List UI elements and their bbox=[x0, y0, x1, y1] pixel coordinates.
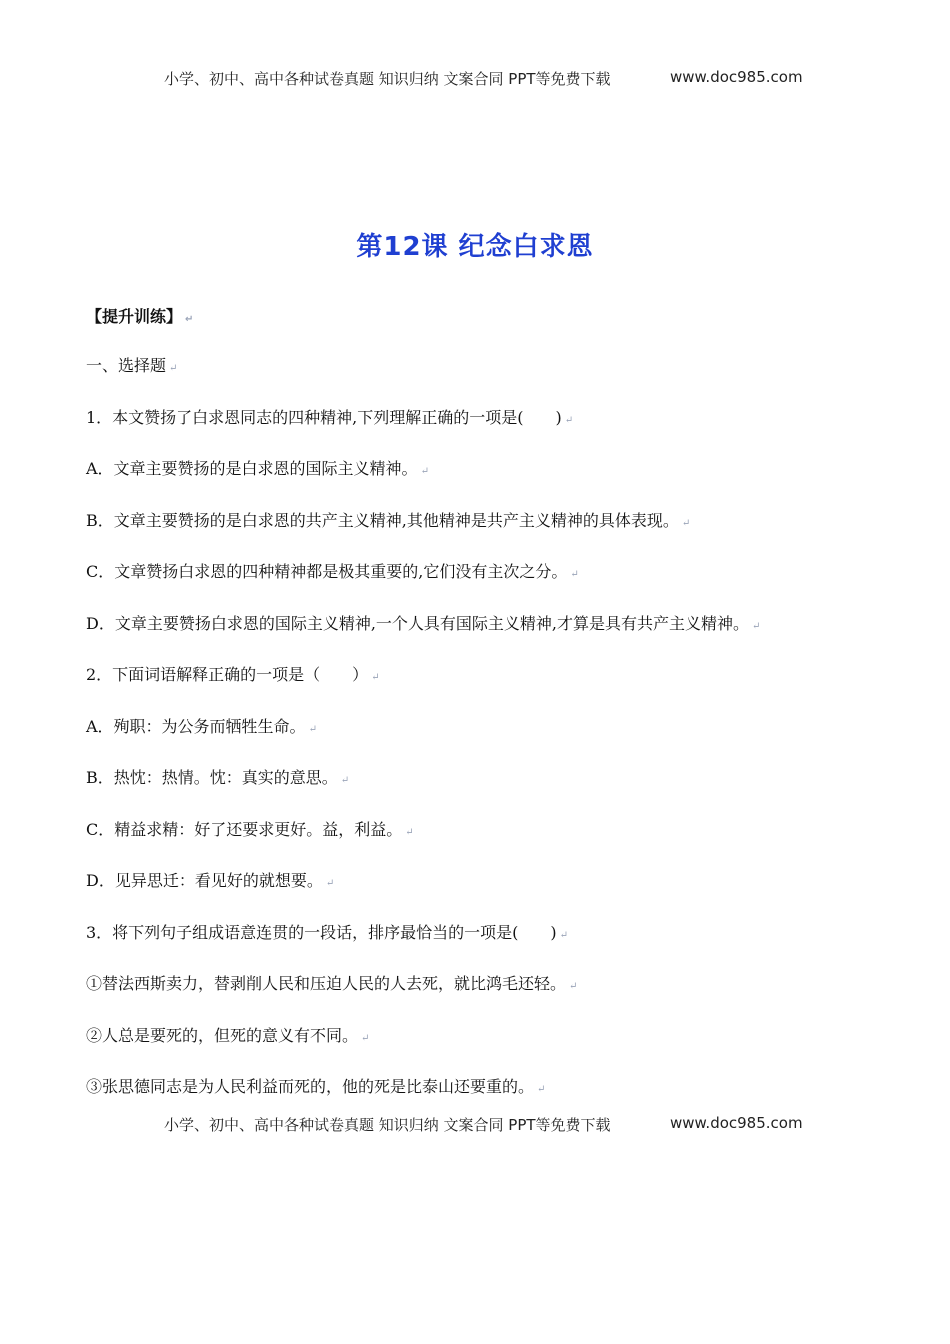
question-1-option-a: A．文章主要赞扬的是白求恩的国际主义精神。 ↵ bbox=[86, 459, 429, 478]
question-2-stem: 2．下面词语解释正确的一项是（ ） ↵ bbox=[86, 665, 380, 684]
page-footer bbox=[0, 1114, 950, 1138]
question-3-sentence-1: ①替法西斯卖力，替剥削人民和压迫人民的人去死，就比鸿毛还轻。 ↵ bbox=[86, 974, 578, 993]
question-3-sentence-3: ③张思德同志是为人民利益而死的，他的死是比泰山还要重的。 ↵ bbox=[86, 1077, 546, 1096]
question-3-stem: 3．将下列句子组成语意连贯的一段话，排序最恰当的一项是( ) ↵ bbox=[86, 923, 569, 942]
footer-text: 小学、初中、高中各种试卷真题 知识归纳 文案合同 PPT等免费下载 bbox=[164, 1116, 611, 1134]
page-header bbox=[0, 68, 950, 92]
question-1-option-b: B．文章主要赞扬的是白求恩的共产主义精神,其他精神是共产主义精神的具体表现。 ↵ bbox=[86, 511, 691, 530]
question-1-option-d: D．文章主要赞扬白求恩的国际主义精神,一个人具有国际主义精神,才算是具有共产主义精神。 ↵ bbox=[86, 614, 761, 633]
question-1-stem: 1．本文赞扬了白求恩同志的四种精神,下列理解正确的一项是( ) ↵ bbox=[86, 408, 574, 427]
question-3-sentence-2: ②人总是要死的，但死的意义有不同。 ↵ bbox=[86, 1026, 370, 1045]
question-1-option-c: C．文章赞扬白求恩的四种精神都是极其重要的,它们没有主次之分。 ↵ bbox=[86, 562, 579, 581]
page-title: 第12课 纪念白求恩 bbox=[356, 232, 594, 262]
question-2-option-c: C．精益求精：好了还要求更好。益，利益。 ↵ bbox=[86, 820, 414, 839]
question-2-option-b: B．热忱：热情。忱：真实的意思。 ↵ bbox=[86, 768, 350, 787]
section-label: 【提升训练】 ↵ bbox=[86, 307, 194, 326]
part-label: 一、选择题 ↵ bbox=[86, 356, 178, 375]
header-text: 小学、初中、高中各种试卷真题 知识归纳 文案合同 PPT等免费下载 bbox=[164, 70, 611, 88]
header-url[interactable]: www.doc985.com bbox=[670, 68, 803, 86]
footer-url[interactable]: www.doc985.com bbox=[670, 1114, 803, 1132]
question-2-option-a: A．殉职：为公务而牺牲生命。 ↵ bbox=[86, 717, 317, 736]
question-2-option-d: D．见异思迁：看见好的就想要。 ↵ bbox=[86, 871, 335, 890]
